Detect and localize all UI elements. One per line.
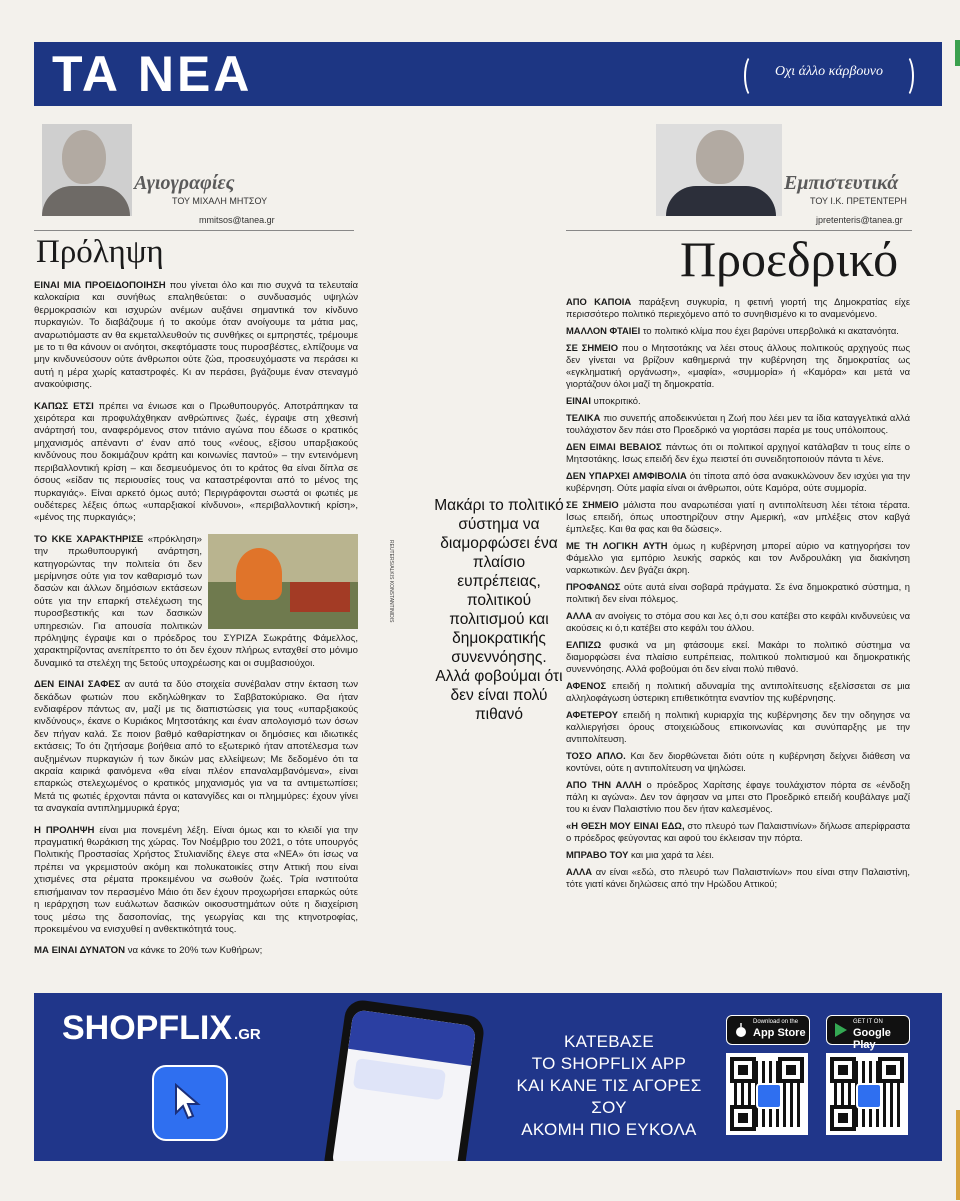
author-portrait-mitsos xyxy=(42,124,132,216)
shopflix-ad[interactable] xyxy=(34,993,942,1161)
paragraph: «Η ΘΕΣΗ ΜΟΥ ΕΙΝΑΙ ΕΔΩ, στο πλευρό των Παλαιστινίων» δήλωσε απερίφραστα ο πρόεδρος φεύγοντας και αφού του έκλεισαν την πόρτα. xyxy=(566,820,911,843)
paragraph: ΜΑΛΛΟΝ ΦΤΑΙΕΙ το πολιτικό κλίμα που έχει βαρύνει υπερβολικά κι ακατανόητα. xyxy=(566,325,899,336)
googleplay-badge[interactable]: GET IT ON Google Play xyxy=(826,1015,910,1045)
wildfire-photo xyxy=(208,534,358,629)
qr-code-googleplay[interactable] xyxy=(826,1053,908,1135)
edge-marker xyxy=(956,1110,960,1200)
paragraph: ΔΕΝ ΕΙΜΑΙ ΒΕΒΑΙΟΣ πάντως ότι οι πολιτικοί αρχηγοί κατάλαβαν τι τους είπε ο Μητσοτάκης. Ισως επειδή δεν έχω πειστεί ότι συνειδητοποιούν πάντα τι λένε. xyxy=(566,441,910,464)
newspaper-logo: ΤΑ ΝΕΑ xyxy=(52,46,253,102)
ad-cta: ΚΑΤΕΒΑΣΕ ΤΟ SHOPFLIX APP ΚΑΙ ΚΑΝΕ ΤΙΣ ΑΓΟΡΕΣ ΣΟΥ ΑΚΟΜΗ ΠΙΟ ΕΥΚΟΛΑ xyxy=(516,1032,702,1139)
paragraph: ΣΕ ΣΗΜΕΙΟ που ο Μητσοτάκης να λέει στους άλλους πολιτικούς αρχηγούς πως δεν γίνεται να βρίζουν καθημερινά την κυβέρνηση της δημοκρατίας ως «εγκληματική οργάνωση», «μαφία», «συμμορία» ή «Καμόρα» και μετά να γιορτάζουν όλοι μαζί τη δημοκρατία. xyxy=(566,342,910,389)
paragraph: ΜΠΡΑΒΟ ΤΟΥ και μια χαρά τα λέει. xyxy=(566,849,714,860)
ad-brand: SHOPFLIX .GR xyxy=(62,1009,261,1047)
paragraph: ΔΕΝ ΕΙΝΑΙ ΣΑΦΕΣ αν αυτά τα δύο στοιχεία συνέβαλαν στην έκταση των δεκάδων φωτιών που εκδηλώθηκαν το Σαββατοκύριακο. Θα ήταν ενδιαφέρον πάντως αν, μαζί με τις διαπιστώσεις για τους «υπαρξιακούς κινδύνους», έκανε ο Κυριάκος Μητσοτάκης και έναν απολογισμό των όσων δεν πήγαν καλά. Σε ποιον βαθμό καθαρίστηκαν οι δημόσιες και ιδιωτικές εκτάσεις; Το ότι ζητήσαμε βοήθεια από το εξωτερικό ήταν αποτέλεσμα των αυξημένων πυρκαγιών ή των δικών μας ελλείψεων; Με δεδομένο ότι τα ακραία καιρικά φαινόμενα «θα είναι πλέον επαναλαμβανόμενα», είναι επαρκώς στελεχωμένος ο κρατικός μηχανισμός για να τα αντιμετωπίσει; Μετά τις φωτιές έρχονται πάντα οι κατανγίδες και οι πλημμύρες: έχουν γίνει τα αναγκαία αντιπλημμυρικά έργα; xyxy=(34,679,358,815)
fire-icon xyxy=(236,548,282,600)
paragraph: ΔΕΝ ΥΠΑΡΧΕΙ ΑΜΦΙΒΟΛΙΑ ότι τίποτα από όσα ανακυκλώνουν δεν ισχύει για την κυβέρνηση. Ούτε μαφία είναι οι άνθρωποι, ούτε Καμόρα, ούτε συμμορία. xyxy=(566,470,911,493)
byline-right: ΤΟΥ Ι.Κ. ΠΡΕΤΕΝΤΕΡΗ xyxy=(810,196,907,206)
paragraph: ΜΕ ΤΗ ΛΟΓΙΚΗ ΑΥΤΗ όμως η κυβέρνηση μπορεί αύριο να κατηγορήσει τον Φάμελλο για εμπόριο λευκής σαρκός και τον Ανδρουλάκη για διακίνηση ναρκωτικών. Δεν βγάζει άκρη. xyxy=(566,540,910,575)
paragraph: ΑΠΟ ΚΑΠΟΙΑ παράξενη συγκυρία, η φετινή γιορτή της Δημοκρατίας είχε περισσότερο πολιτικό περιεχόμενο από το συνηθισμένο κι το αναμενόμενο. xyxy=(566,296,910,319)
paragraph: ΤΟΣΟ ΑΠΛΟ. Και δεν διορθώνεται διότι ούτε η κυβέρνηση δείχνει διάθεση να κοντύνει, ούτε η αντιπολίτευση να ψηλώσει. xyxy=(566,750,910,773)
paragraph: ΑΛΛΑ αν ανοίγεις το στόμα σου και λες ό,τι σου κατέβει στο κεφάλι κινδυνεύεις να ακούσεις κι ό,τι κατέβει στο κεφάλι του άλλου. xyxy=(566,610,911,633)
article-right xyxy=(566,296,910,895)
headline-right: Προεδρικό xyxy=(680,231,899,287)
paragraph: ΤΟ ΚΚΕ ΧΑΡΑΚΤΗΡΙΣΕ «πρόκληση» την πρωθυπουργική ανάρτηση, κατηγορώντας την πολιτεία ότι δεν μερίμνησε ούτε για τον καθαρισμό των δασών και άλλων δημόσιων εκτάσεων ούτε για την επαρκή στελέχωση της πυροσβεστικής και των δασικών υπηρεσιών. Για απουσία πολιτικών πρόληψης έγραψε και ο πρόεδρος του ΣΥΡΙΖΑ Σωκράτης Φάμελλος, χαρακτηρίζοντας ανεπίτρεπτο το ότι δεν έχουν πλήρως ενταχθεί στο μόνιμο δυναμικό τα στελέχη της 5ετούς υποχρέωσης και οι συμβασιούχοι. xyxy=(34,533,358,669)
paragraph: ΑΛΛΑ αν είναι «εδώ, στο πλευρό των Παλαιστινίων» που είναι στην Παλαιστίνη, τότε γιατί κάνει δηλώσεις από την Ηρώδου Αττικού; xyxy=(566,866,910,889)
phone-mockup xyxy=(322,998,486,1161)
author-portrait-pretenteris xyxy=(656,124,782,216)
email-left: mmitsos@tanea.gr xyxy=(199,215,275,225)
paragraph: ΑΦΕΤΕΡΟΥ επειδή η πολιτική κυριαρχία της κυβέρνησης δεν την οδηγησε να καλλιεργήσει όρους στοιχειώδους επικοινωνίας και συνύπαρξης με την αντιπολίτευση. xyxy=(566,709,910,744)
byline-left: ΤΟΥ ΜΙΧΑΛΗ ΜΗΤΣΟΥ xyxy=(172,196,268,206)
paragraph: ΚΑΠΩΣ ΕΤΣΙ πρέπει να ένιωσε και ο Πρωθυπουργός. Αποτράπηκαν τα χειρότερα και προφυλάχθηκαν ανθρώπινες ζωές, έγραψε στη χθεσινή ανάρτησή του, αναφερόμενος στον τιτάνιο αγώνα που έδωσε ο κρατικός μηχανισμός απέναντι σ' έναν από τους «νέους, εξίσου υπαρξιακούς κινδύνους που δοκιμάζουν κράτη και κοινωνίες παντού» – την εντεινόμενη περιβαλλοντική κρίση – και δεσμευόμενος ότι το κράτος θα είναι δίπλα σε όσους «είδαν τις περιουσίες τους να καταστρέφονται από το μένος της πυρκαγιάς». Είναι αρκετό όμως αυτό; Περιγράφονται σωστά οι φωτιές με ουδέτερες λέξεις όπως «υπαρξιακοί κίνδυνοι», «περιβαλλοντική κρίση», «μένος της πυρκαγιάς»; xyxy=(34,400,358,524)
apple-icon xyxy=(733,1022,749,1038)
email-right: jpretenteris@tanea.gr xyxy=(816,215,903,225)
masthead xyxy=(34,42,942,106)
paragraph: ΠΡΟΦΑΝΩΣ ούτε αυτά είναι σοβαρά πράγματα. Σε ένα δημοκρατικό σύστημα, η πολιτική δεν είναι πόλεμος. xyxy=(566,581,911,604)
tagline-text: Οχι άλλο κάρβουνο xyxy=(774,64,884,79)
paragraph: ΜΑ ΕΙΝΑΙ ΔΥΝΑΤΟΝ να κάνκε το 20% των Κυθήρων; xyxy=(34,945,263,957)
play-icon xyxy=(833,1022,849,1038)
paragraph: ΤΕΛΙΚΑ πιο συνεπής αποδεικνύεται η Ζωή που λέει μεν τα ίδια καταγγελτικά αλλά τουλάχιστον δεν πάει στο Προεδρικό να γιορτάσει παρέα με τους υπόλοιπους. xyxy=(566,412,910,435)
app-cursor-icon xyxy=(152,1065,228,1141)
column-title-left: Αγιογραφίες xyxy=(134,172,235,194)
paragraph: ΕΛΠΙΖΩ φυσικά να μη φτάσουμε εκεί. Μακάρι το πολιτικό σύστημα να διαμορφώσει ένα πλαίσιο ευπρέπειας, πολιτικού πολιτισμού και δημοκρατικής συνεννόησης. Αλλά φοβούμαι ότι δεν είναι πολύ πιθανό. xyxy=(566,639,910,674)
paragraph: ΑΦΕΝΟΣ επειδή η πολιτική αδυναμία της αντιπολίτευσης εξελίσσεται σε μια αλληλοφάγωση ύστερικη επιθετικότητα εναντίον της κυβέρνησης. xyxy=(566,680,910,703)
pull-quote: Μακάρι το πολιτικό σύστημα να διαμορφώσει ένα πλαίσιο ευπρέπειας, πολιτικού πολιτισμού και δημοκρατικής συνεννόησης. Αλλά φοβούμαι ότι δεν είναι πολύ πιθανό xyxy=(434,497,564,723)
paragraph: ΑΠΟ ΤΗΝ ΑΛΛΗ ο πρόεδρος Χαρίτσης έφαγε τουλάχιστον πόρτα σε «ένδοξη πάλη κι αγώνα». Δεν τον άφησαν να μπει στο Προεδρικό επειδή κουβάλαγε μαζί του κι έναν Παλαιστίνιο που δεν ήταν καλεσμένος. xyxy=(566,779,910,814)
paragraph: ΣΕ ΣΗΜΕΙΟ μάλιστα που αναρωτιέσαι γιατί η αντιπολίτευση λέει τέτοια τέρατα. Ισως επειδή, όπως υποστηρίζουν στην Αμερική, «αν μπλέξεις στον καβγά έμπλεξες. Και θα φας και θα δώσεις». xyxy=(566,499,910,534)
qr-code-appstore[interactable] xyxy=(726,1053,808,1135)
divider xyxy=(34,230,354,231)
appstore-badge[interactable]: Download on the App Store xyxy=(726,1015,810,1045)
masthead-tagline xyxy=(744,54,914,94)
right-parenthesis-icon xyxy=(896,54,914,98)
edge-marker xyxy=(955,40,960,66)
photo-credit: REUTERS/ALKIS KONSTANTINIDIS xyxy=(388,540,394,623)
article-left xyxy=(34,280,358,967)
paragraph: ΕΙΝΑΙ υποκριτικό. xyxy=(566,395,641,406)
paragraph: ΕΙΝΑΙ ΜΙΑ ΠΡΟΕΙΔΟΠΟΙΗΣΗ που γίνεται όλο και πιο συχνά τα τελευταία καλοκαίρια και συνήθως επαληθεύεται: ο συνδυασμός υψηλών θερμοκρασιών και ισχυρών ανέμων αυξάνει σημαντικά τον κίνδυνο πυρκαγιών. Το διαβάζουμε ή το ακούμε όταν ανοίγουμε τα μάτια μας, αναρωτιόμαστε αν θα εκμεταλλευθούν τις συνθήκες οι εμπρηστές, τρέμουμε με το τι θα κάνουν οι ανόητοι, σκεφτόμαστε τους πυροσβέστες, ελπίζουμε να μην κινδυνεύσουν ούτε άνθρωποι ούτε ζώα, προσευχόμαστε να περάσει κι αυτή η μέρα χωρίς καταστροφές. Κι αν περάσει, βγάζουμε έναν στεναγμό ανακούφισης. xyxy=(34,280,358,391)
headline-left: Πρόληψη xyxy=(36,234,164,270)
column-title-right: Εμπιστευτικά xyxy=(784,172,899,194)
paragraph: Η ΠΡΟΛΗΨΗ είναι μια πονεμένη λέξη. Είναι όμως και το κλειδί για την πραγματική θωράκιση της χώρας. Τον Νοέμβριο του 2021, ο τότε υπουργός Πολιτικής Προστασίας Χρήστος Στυλιανίδης έλεγε στα «ΝΕΑ» ότι ίσως να πρέπει να γκρεμιστούν ακόμη και πολυκατοικίες στην Αττική που είναι χτισμένες στα ρέματα προκειμένου να σωθούν ζωές. Τρία ινστιτούτα επισήμαιναν τον περασμένο Μάιο ότι δεν έχουν προχωρήσει επαρκώς ούτε η ιεράρχηση των ευάλωτων δασικών οικοσυστημάτων ούτε η διαχείριση τους μέσω της δασοπονίας, της γεωργίας και της κτηνοτροφίας, προκειμένου να ενισχυθεί η ανθεκτικότητά τους. xyxy=(34,824,358,935)
